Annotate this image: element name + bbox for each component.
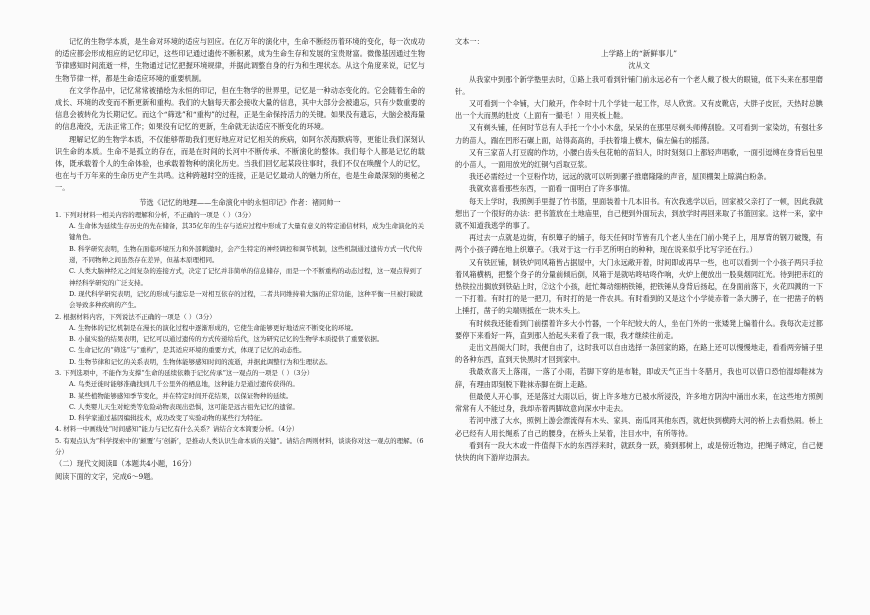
- question-5-stem: 5. 有观点认为“科学探索中的‘颠覆’与‘创新’，是推动人类认识生命本质的关键”。请结合两则材料，谈谈你对这一观点的理解。（6分）: [55, 436, 424, 457]
- story-title: 上学路上的“新鲜事儿”: [600, 49, 678, 59]
- story-paragraph-2: 又可看到一个伞铺，大门敞开，作伞时十几个学徒一起工作，尽人欣赏。又有皮靴店，大胖子皮匠，天热时总腆出一个大而黑的肚皮（上面有一撮毛！）用夹板上鞋。: [455, 99, 823, 121]
- question-2-option-d: D. 生物节律和记忆的关系表明，生物体能够感知时间的流逝，并据此调整行为和生理状态。: [69, 357, 332, 366]
- section-instruction: 阅读下面的文字，完成6～9题。: [55, 471, 158, 481]
- left-paragraph-2: 在文学作品中，记忆常常被描绘为永恒的印记，但在生物学的世界里，记忆是一种动态变化的。它会随着生命的成长、环境的改变而不断更新和重构。我们的大脑每天都会接收大量的信息，其中大部分会被遗忘，只有少数重要的信息会被转化为长期记忆。而这个“筛选”和“重构”的过程，正是生命保持活力的关键。如果没有遗忘，大脑会被海量的信息淹没，无法正常工作；如果没有记忆的更新，生命就无法适应不断变化的环境。: [55, 85, 425, 132]
- story-paragraph-9: 又有铁匠铺，制铁炉同风箱皆占据屋中，大门永远敞开着，时间即或再早一些，也可以看到一个小孩子两只手拉着风箱横柄，把整个身子的分量前倾后倒，风箱于是就咕咚咕咚作响，火炉上便放出一股臭烟同红光。待到把赤红的热铁拉出搁放到铁砧上时，②这个小孩，赶忙舞动细柄铁锤，把铁锤从身背后扬起，在身面前落下，火花四溅的一下一下打着。有时打的是一把刀，有时打的是一件农具。有时看到的又是这个小学徒赤着一条大膊子，在一把凿子的柄上捶打，凿子的尖端则抵在一块木头上。: [455, 257, 823, 316]
- left-column: [55, 36, 425, 483]
- story-paragraph-5: 我还必需经过一个豆粉作坊，远远的就可以听到骡子推磨隆隆的声音，屋顶棚架上晾满白粉条。: [469, 172, 771, 182]
- question-2-option-b: B. 小鼠实验的结果表明，记忆可以通过遗传的方式传递给后代，这为研究记忆的生物学本质提供了重要依据。: [69, 335, 384, 344]
- question-1-stem: 1. 下列对材料一相关内容的理解和分析，不正确的一项是（ ）（3分）: [55, 210, 255, 219]
- story-paragraph-11: 走出文昌阁大门时，我便自由了，这时我可以自由选择一条回家的路，在路上还可以慢慢地走，看看两旁铺子里的各种东西，直到天快黑时才回到家中。: [455, 343, 823, 365]
- story-paragraph-13: 但最使人开心事，还是落过大雨以后，街上许多地方已被水所浸没，许多地方阴沟中涌出水来，在这些地方照例常常有人不能过身，我却赤着两脚故意向深水中走去。: [455, 391, 823, 414]
- story-paragraph-6: 我就欢喜看那些东西，一面看一面明白了许多事情。: [469, 184, 635, 194]
- right-column: [455, 36, 823, 464]
- story-paragraph-8: 再过去一点就是边街，有织簟子的铺子，每天任何时节皆有几个老人坐在门前小凳子上，用厚背的钢刀破篾，有两个小孩子蹲在地上织簟子。（我对于这一行手艺所明白的种种，现在说来似乎比写字还在行。）: [455, 233, 823, 255]
- story-paragraph-4: 又有三家苗人打豆腐的作坊，小腰白齿头包花帕的苗妇人，时时刻刻口上都轻声唱歌，一面引逗缚在身背后包里的小苗人，一面用放光的红铜勺舀取豆浆。: [455, 147, 823, 170]
- story-paragraph-14: 若河中涨了大水，照例上游会漂流得有木头、家具、南瓜同其他东西，就赶快到横跨大河的桥上去看热闹。桥上必已经有人用长绳系了自己的腰身，在桥头上呆着，注目水中，有所等待。: [455, 416, 823, 438]
- left-paragraph-1: 记忆的生物学本质，是生命对环境的适应与回应。在亿万年的演化中，生命不断经历着环境的变化，每一次成功的适应都会形成相应的记忆印记，这些印记通过遗传不断积累，成为生命生存和发展的宝贵财富。微像基因通过生物节律感知时间流逝一样，生物通过记忆把握环境规律，并据此调整自身的行为和生理状态。从这个角度来说，记忆与生物节律一样，都是生命适应环境的重要机制。: [55, 37, 425, 83]
- section-heading: （二）现代文阅读Ⅱ（本题共4小题，16分）: [55, 459, 196, 469]
- question-1-option-d: D. 现代科学研究表明，记忆的形成与遗忘是一对相互依存的过程，二者共同维持着大脑的正常功能，这种平衡一旦被打破就会导致多种疾病的产生。: [69, 289, 423, 310]
- question-1-option-a: A. 生命体为延续生存历史的先在储备，其35亿年的生存与适应过程中形成了大量有意义的特定通信材料，成为生命演化的关键角色。: [69, 222, 425, 242]
- story-author: 沈从文: [628, 61, 650, 71]
- question-4-stem: 4. 材料一中画线处“时间感知”能力与记忆有什么关系？请结合文本简要分析。（4分）: [55, 425, 299, 434]
- story-paragraph-7: 每天上学时，我照例手里提了竹书篮，里面装着十几本旧书。有次我逃学以后，回家被父亲打了一顿，因此我就想出了一个很好的办法：把书篮放在土地庙里，自己便到外面玩去，到放学时再回来取了书篮回家。这样一来，家中就不知道我逃学的事了。: [455, 196, 823, 231]
- question-3-option-a: A. 鸟类迁徙时能够准确找到几千公里外的栖息地，这种能力是通过遗传获得的。: [69, 380, 299, 389]
- source-line: 节选《记忆的地理——生命演化中的永恒印记》作者：褚同帅一: [139, 197, 341, 207]
- question-1-option-b: B. 科学研究表明，生物在面临环境压力和外部刺激时，会产生特定的神经调控和调节机制，这些机制通过遗传方式一代代传递，不同物种之间虽然存在差异，但基本原理相同。: [69, 244, 423, 265]
- story-paragraph-12: 我最欢喜天上落雨，一落了小雨，若脚下穿的是布鞋，即或天气正当十冬腊月，我也可以借口恐怕湿却鞋袜为辞，有理由即刻脱下鞋袜赤脚在街上走路。: [455, 367, 823, 389]
- story-paragraph-15: 看到有一段大木或一件值得下水的东西浮来时，就跃身一跃，骑到那树上，或是傍近物边，把绳子缚定，自己便快快的向下游岸边泅去。: [455, 440, 823, 462]
- left-paragraph-3: 理解记忆的生物学本质，不仅能够帮助我们更好地应对记忆相关的疾病，如阿尔茨海默病等，更能让我们深刻认识生命的本质。生命不是孤立的存在，而是在时间的长河中不断传承、不断演化的整体。我们每个人都是记忆的载体，既承载着个人的生命体验，也承载着物种的演化历史。当我们回忆起某段往事时，我们不仅在唤醒个人的记忆，也在与千万年来的生命历史产生共鸣。这种跨越时空的连接，正是记忆最动人的魅力所在，也是生命最深刻的奥秘之一。: [55, 134, 425, 193]
- questions-block: [55, 210, 425, 459]
- story-paragraph-10: 有时候我还能看到门前摆着许多大小竹器，一个年纪较大的人，坐在门外的一张矮凳上编着什么。我每次走过都要停下来看好一阵，直到那人抬起头来看了我一眼，我才继续往前走。: [455, 318, 823, 340]
- question-1-option-c: C. 人类大脑神经元之间复杂的连接方式，决定了记忆并非简单的信息储存，而是一个不断重构的动态过程，这一观点得到了神经科学研究的广泛支持。: [69, 267, 423, 287]
- question-3-option-b: B. 某些植物能够感知季节变化，并在特定时间开花结果，以保证物种的延续。: [69, 391, 293, 400]
- question-2-option-c: C. 生命记忆的“筛选”与“重构”，是其适应环境的重要方式，体现了记忆的动态性。: [69, 346, 306, 355]
- question-2-option-a: A. 生物体的记忆机制是在漫长的演化过程中逐渐形成的，它使生命能够更好地适应不断变化的环境。: [69, 323, 358, 332]
- question-2-stem: 2. 根据材料内容，下列说法不正确的一项是（ ）（3分）: [55, 312, 216, 321]
- question-3-stem: 3. 下列选项中，不能作为支撑“生命的延续依赖于记忆传承”这一观点的一项是（ ）（3分）: [55, 369, 314, 377]
- question-3-option-d: D. 科学家通过基因编辑技术，成功改变了实验动物的某些行为特征。: [69, 414, 267, 423]
- story-paragraph-1: 从我家中到那个新学塾里去时，①路上我可看到针铺门前永远必有一个老人戴了极大的眼镜，低下头来在那里磨针。: [455, 74, 823, 96]
- text-label: 文本一：: [455, 37, 484, 46]
- story-paragraph-3: 又有剃头铺，任何时节总有人手托一个小小木盘，呆呆的在那里尽剃头师傅刮脸。又可看到一家染坊，有强壮多力的苗人，踹在凹形石碾上面，站得高高的，手扶着墙上横木，偏左偏右的摇荡。: [455, 123, 823, 145]
- question-3-option-c: C. 人类婴儿天生对蛇类等危险动物表现出恐惧，这可能是远古祖先记忆的遗留。: [69, 402, 299, 411]
